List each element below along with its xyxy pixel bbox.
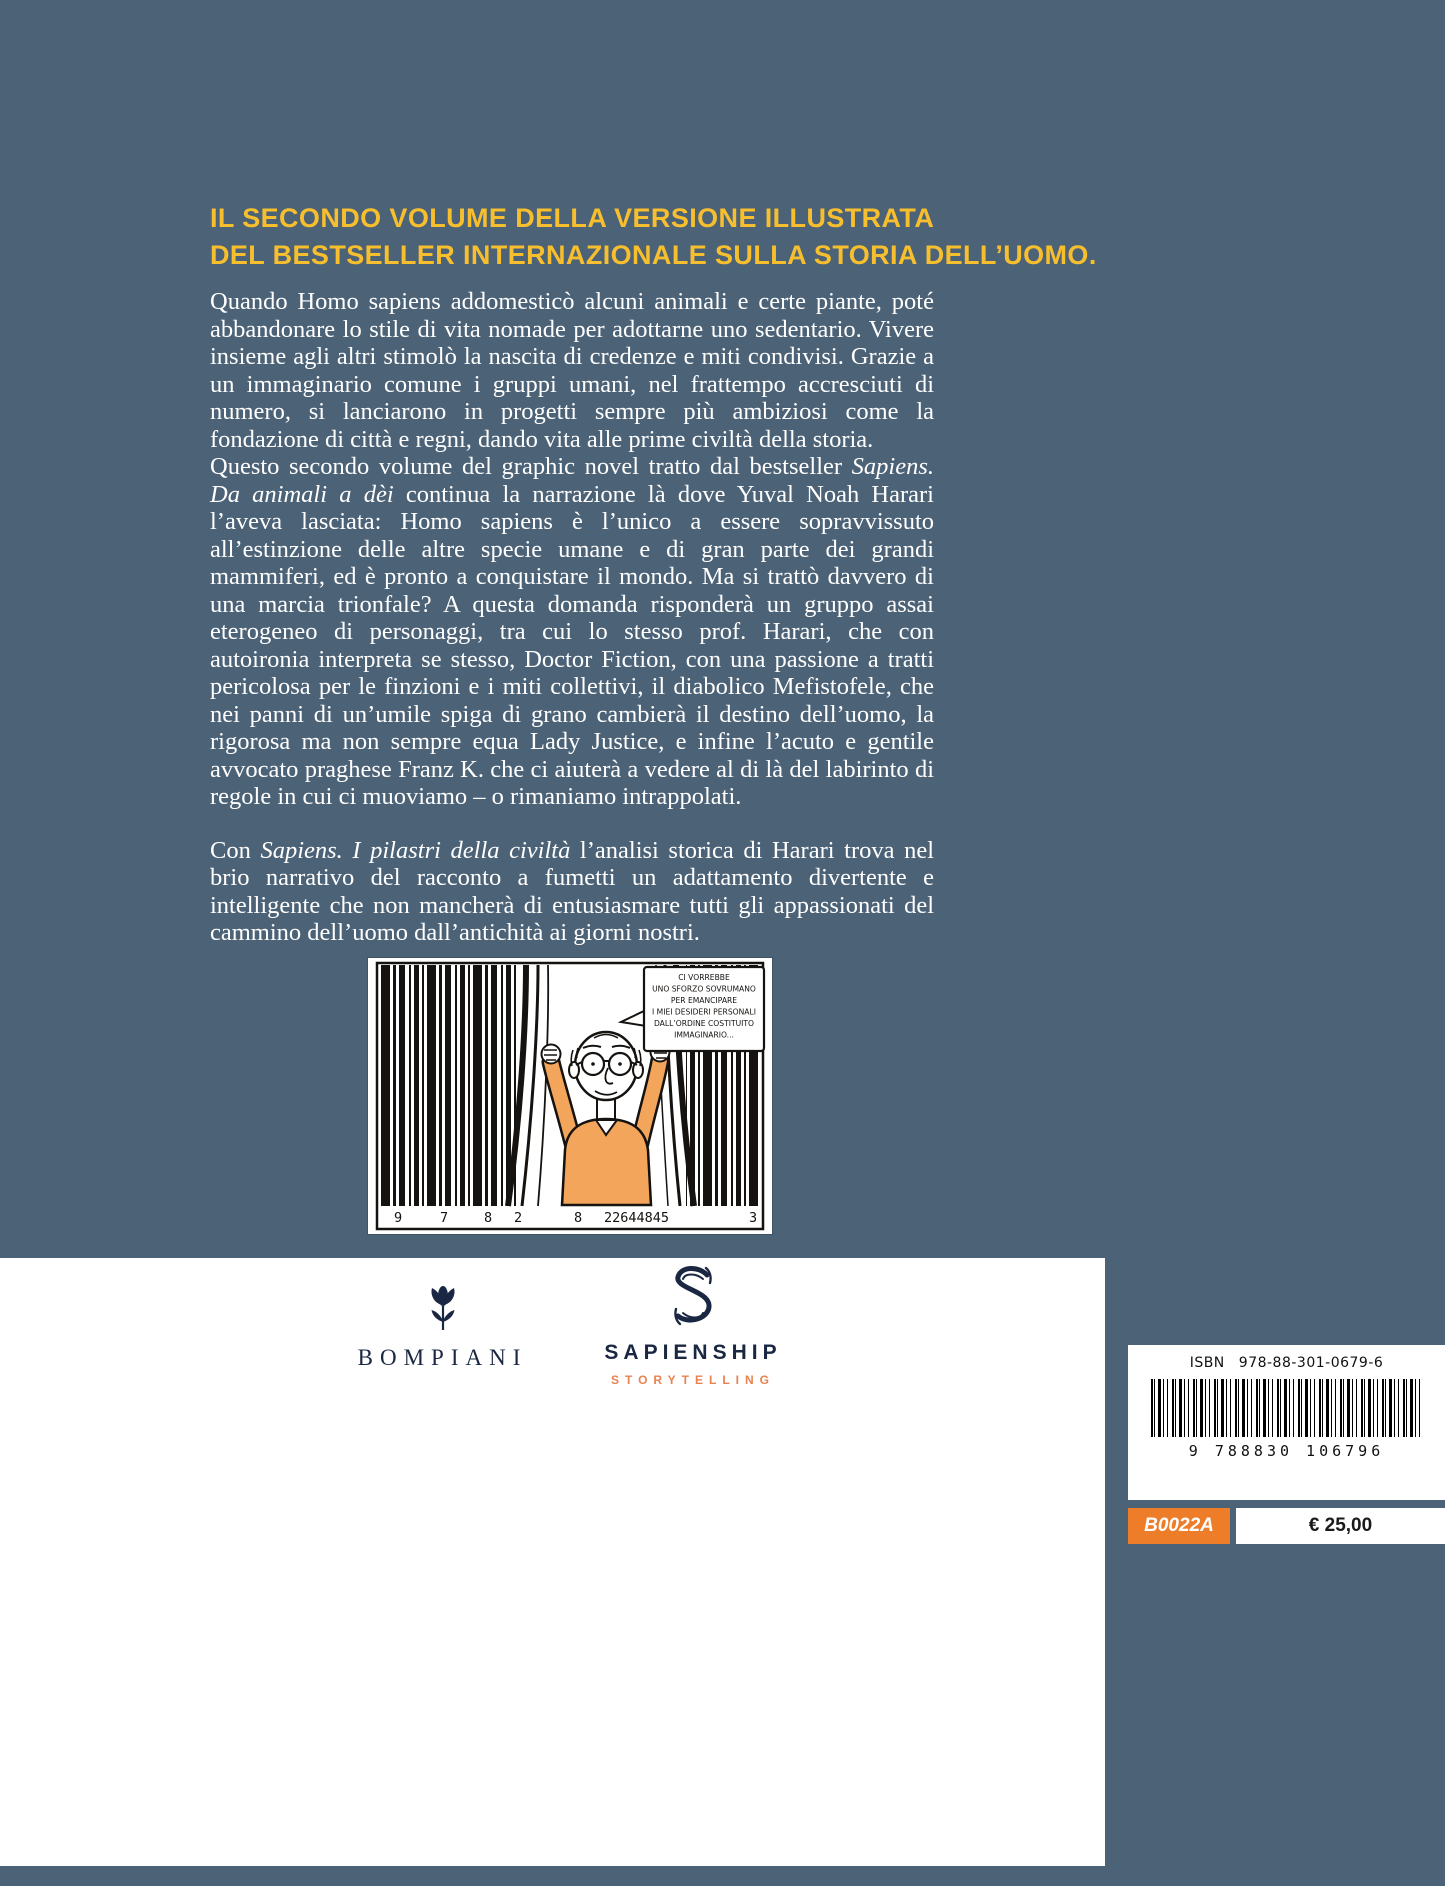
isbn-value: 978-88-301-0679-6 [1238,1355,1384,1371]
bompiani-flower-icon [423,1284,463,1332]
speech-bubble-line: I MIEI DESIDERI PERSONALI [652,1007,756,1017]
comic-barcode-digit: 9 [394,1210,403,1226]
comic-barcode-digit: 8 [574,1210,583,1226]
ean-barcode [1151,1379,1423,1437]
comic-illustration [368,958,772,1234]
comic-barcode-digit: 2 [514,1210,523,1226]
comic-panel [368,958,772,1234]
synopsis-paragraph-2: Questo secondo volume del graphic novel tratto dal bestseller Sapiens. Da animali a dèi continua la narrazione là dove Yuval Noah Harari l’aveva lasciata: Homo sapiens è l’unico a essere sopravvissuto all’estinzione delle altre specie umane e di gran parte dei grandi mammiferi, ed è pronto a conquistare il mondo. Ma si trattò davvero di una marcia trionfale? A questa domanda risponderà un gruppo assai eterogeneo di personaggi, tra cui lo stesso prof. Harari, che con autoironia interpreta se stesso, Doctor Fiction, con una passione a tratti pericolosa per le finzioni e i miti collettivi, il diabolico Mefistofele, che nei panni di un’umile spiga di grano cambierà il destino dell’uomo, la rigorosa ma non sempre equa Lady Justice, e infine l’acuto e gentile avvocato praghese Franz K. che ci aiuterà a vedere al di là del labirinto di regole in cui ci muoviamo – o rimaniamo intrappolati. [210,453,934,810]
comic-barcode-digit: 7 [440,1210,449,1226]
synopsis [210,288,934,947]
isbn-line [1190,1355,1384,1371]
speech-bubble-line: UNO SFORZO SOVRUMANO [652,984,756,994]
tagline-line-1: IL SECONDO VOLUME DELLA VERSIONE ILLUSTRATA [210,203,935,233]
storytelling-label: STORYTELLING [610,1373,775,1387]
speech-bubble-line: PER EMANCIPARE [670,996,738,1005]
sapienship-wordmark: SAPIENSHIP [604,1341,782,1364]
speech-bubble-line: CI VORREBBE [678,973,730,982]
publisher-band [0,1258,1105,1866]
price-tag: € 25,00 [1236,1508,1445,1544]
left-hand [542,1045,561,1064]
bompiani-wordmark: BOMPIANI [357,1345,528,1370]
sapienship-s-icon [665,1262,721,1328]
tagline [210,200,1097,274]
tagline-line-2: DEL BESTSELLER INTERNAZIONALE SULLA STORIA DELL’UOMO. [210,240,1097,270]
speech-bubble-line: DALL’ORDINE COSTITUITO [653,1019,755,1028]
isbn-label: ISBN [1189,1355,1225,1371]
synopsis-paragraph-3: Con Sapiens. I pilastri della civiltà l’analisi storica di Harari trova nel brio narrativo del racconto a fumetti un adattamento divertente e intelligente che non mancherà di entusiasmare tutti gli appassionati del cammino dell’uomo dall’antichità ai giorni nostri. [210,836,935,946]
comic-barcode-digit: 3 [749,1210,758,1226]
barcode-panel [1128,1345,1445,1500]
synopsis-paragraph-1: Quando Homo sapiens addomesticò alcuni animali e certe piante, poté abbandonare lo stile di vita nomade per adottarne uno sedentario. Vivere insieme agli altri stimolò la nascita di credenze e miti condivisi. Grazie a un immaginario comune i gruppi umani, nel frattempo accresciuti di numero, si lanciarono in progetti sempre più ambiziosi come la fondazione di città e regni, dando vita alle prime civiltà della storia. [210,288,934,453]
barcode-number: 9 788830 106796 [1188,1442,1385,1460]
sapienship-logo [598,1262,788,1387]
speech-bubble-line: IMMAGINARIO... [674,1030,734,1040]
edition-code-badge: B0022A [1128,1508,1230,1544]
comic-barcode-digit: 8 [484,1210,493,1226]
comic-barcode-digit: 22644845 [604,1210,670,1226]
bompiani-logo [345,1284,540,1371]
